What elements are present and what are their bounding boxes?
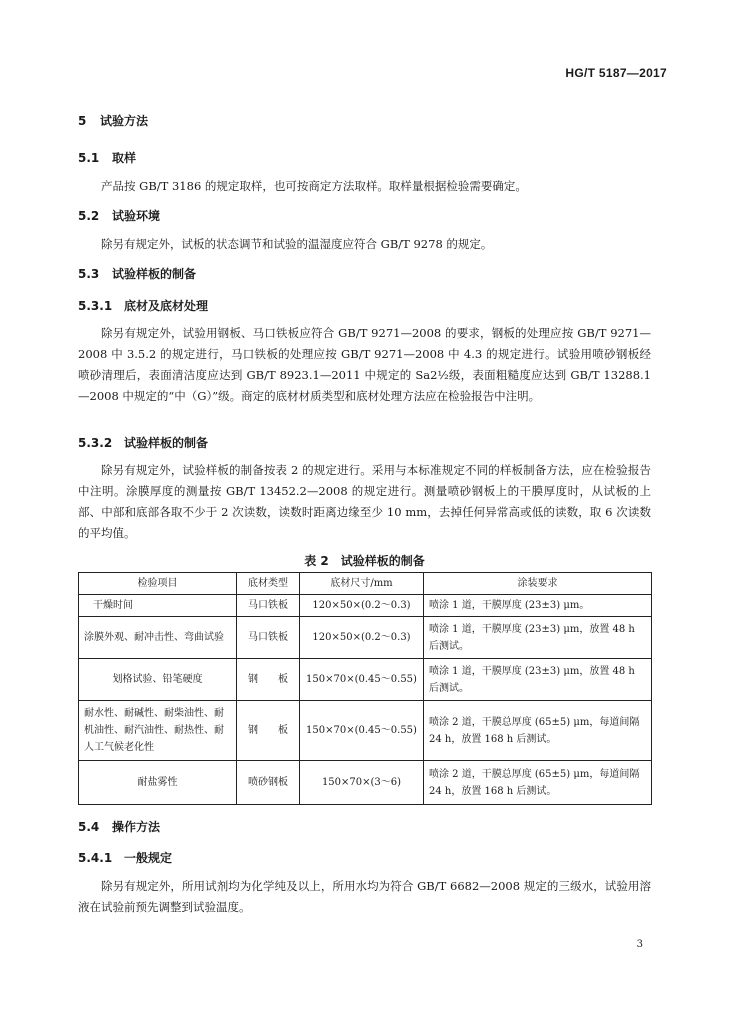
table-cell: 喷涂 1 道，干膜厚度 (23±3) μm，放置 48 h 后测试。 [424, 659, 652, 701]
section-number: 5 [78, 114, 87, 128]
section-5-3-heading [78, 265, 196, 282]
paragraph-5-1: 产品按 GB/T 3186 的规定取样，也可按商定方法取样。取样量根据检验需要确定。 [101, 179, 527, 193]
table-row [79, 595, 652, 617]
table-cell: 钢 板 [237, 659, 300, 701]
section-number: 5.4 [78, 820, 100, 834]
page-number: 3 [636, 939, 643, 950]
section-title: 操作方法 [112, 820, 161, 834]
table-header-row [79, 573, 652, 595]
table-cell: 干燥时间 [79, 595, 237, 617]
section-number: 5.3.1 [78, 299, 113, 313]
section-5-3-2-heading [78, 434, 208, 451]
paragraph-5-2: 除另有规定外，试板的状态调节和试验的温湿度应符合 GB/T 9278 的规定。 [101, 237, 493, 251]
table-cell: 120×50×(0.2～0.3) [300, 595, 424, 617]
table-cell: 150×70×(0.45～0.55) [300, 659, 424, 701]
section-title: 试验样板的制备 [112, 267, 197, 281]
table-cell: 耐水性、耐碱性、耐柴油性、耐机油性、耐汽油性、耐热性、耐人工气候老化性 [79, 701, 237, 761]
table-row [79, 701, 652, 761]
table-cell: 喷涂 1 道，干膜厚度 (23±3) μm，放置 48 h 后测试。 [424, 617, 652, 659]
section-title: 取样 [112, 151, 137, 165]
paragraph-5-3-2: 除另有规定外，试验样板的制备按表 2 的规定进行。采用与本标准规定不同的样板制备方法，应在检验报告中注明。涂膜厚度的测量按 GB/T 13452.2—2008 的规定进行。测量喷砂钢板上的干膜厚度时，从试板的上部、中部和底部各取不少于 2 次读数，读数时距离边缘至少 10 mm，去掉任何异常高或低的读数，取 6 次读数的平均值。 [78, 463, 651, 540]
table-cell: 马口铁板 [237, 595, 300, 617]
section-title: 试验样板的制备 [124, 436, 209, 450]
column-header: 检验项目 [79, 573, 237, 595]
section-5-4-1-heading [78, 849, 172, 866]
table-cell: 马口铁板 [237, 617, 300, 659]
section-title: 试验方法 [100, 114, 149, 128]
section-number: 5.2 [78, 209, 100, 223]
table-cell: 喷砂钢板 [237, 761, 300, 805]
paragraph-5-3-1: 除另有规定外，试验用钢板、马口铁板应符合 GB/T 9271—2008 的要求，钢板的处理应按 GB/T 9271—2008 中 3.5.2 的规定进行，马口铁板的处理应按 GB/T 9271—2008 中 4.3 的规定进行。试验用喷砂钢板经喷砂清理后，表面清洁度应达到 GB/T 8923.1—2011 中规定的 Sa2½级，表面粗糙度应达到 GB/T 13288.1—2008 中规定的“中（G）”级。商定的底材材质类型和底材处理方法应在检验报告中注明。 [78, 326, 651, 403]
section-title: 一般规定 [124, 851, 173, 865]
paragraph-5-4-1: 除另有规定外，所用试剂均为化学纯及以上，所用水均为符合 GB/T 6682—2008 规定的三级水，试验用溶液在试验前预先调整到试验温度。 [78, 879, 651, 914]
section-number: 5.3 [78, 267, 100, 281]
section-5-1-heading [78, 149, 136, 166]
section-5-heading [78, 112, 148, 129]
column-header: 涂装要求 [424, 573, 652, 595]
table-2 [78, 572, 652, 805]
standard-code: HG/T 5187—2017 [565, 66, 667, 80]
table-cell: 喷涂 2 道，干膜总厚度 (65±5) μm，每道间隔 24 h，放置 168 h 后测试。 [424, 701, 652, 761]
section-title: 底材及底材处理 [124, 299, 209, 313]
table-cell: 钢 板 [237, 701, 300, 761]
section-5-3-1-heading [78, 297, 208, 314]
table-row [79, 761, 652, 805]
table-cell: 120×50×(0.2～0.3) [300, 617, 424, 659]
table-2-title: 表 2 试验样板的制备 [304, 554, 425, 568]
column-header: 底材类型 [237, 573, 300, 595]
section-title: 试验环境 [112, 209, 161, 223]
section-number: 5.3.2 [78, 436, 113, 450]
table-row [79, 659, 652, 701]
table-cell: 喷涂 1 道，干膜厚度 (23±3) μm。 [424, 595, 652, 617]
section-number: 5.1 [78, 151, 100, 165]
table-cell: 涂膜外观、耐冲击性、弯曲试验 [79, 617, 237, 659]
section-5-4-heading [78, 818, 160, 835]
section-number: 5.4.1 [78, 851, 113, 865]
table-row [79, 617, 652, 659]
column-header: 底材尺寸/mm [300, 573, 424, 595]
table-cell: 150×70×(3～6) [300, 761, 424, 805]
section-5-2-heading [78, 207, 160, 224]
table-cell: 喷涂 2 道，干膜总厚度 (65±5) μm，每道间隔 24 h，放置 168 h 后测试。 [424, 761, 652, 805]
table-cell: 划格试验、铅笔硬度 [79, 659, 237, 701]
table-cell: 耐盐雾性 [79, 761, 237, 805]
table-cell: 150×70×(0.45～0.55) [300, 701, 424, 761]
